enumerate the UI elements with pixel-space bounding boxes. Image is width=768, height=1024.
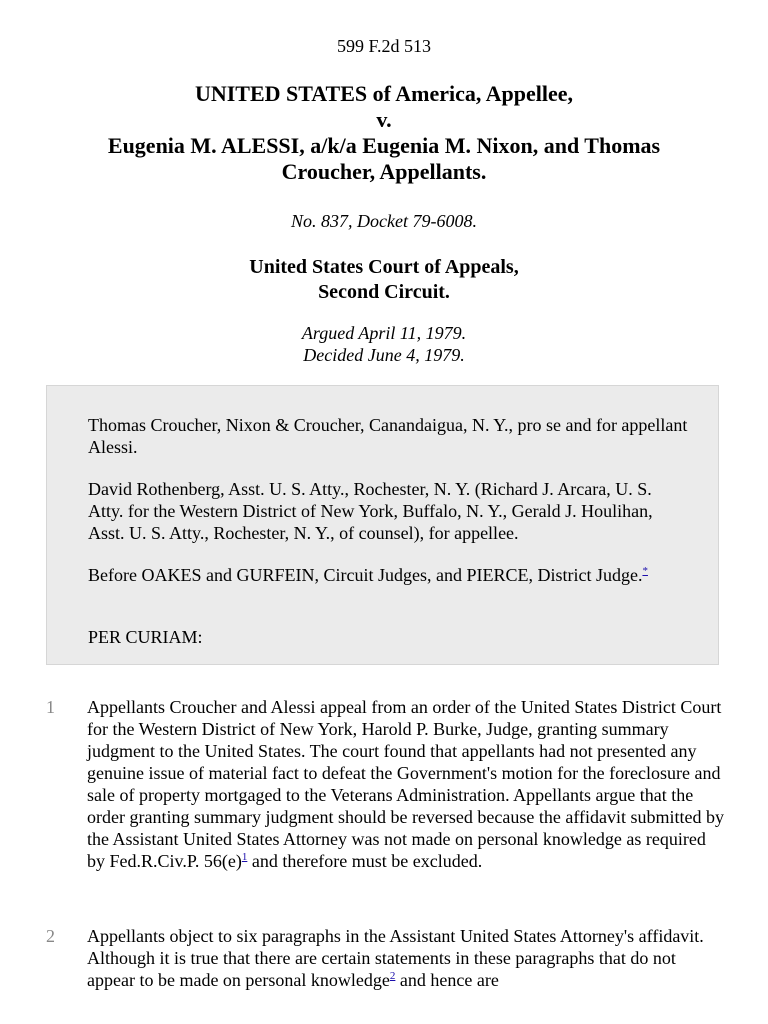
paragraph-body: Appellants Croucher and Alessi appeal from an order of the United States District Court for the Western District of New York, Harold P. Burke, Judge, granting summary judgment to the United States. The court found that appellants had not presented any genuine issue of material fact to defeat the Government's motion for the foreclosure and sale of property mortgaged to the Veterans Administration. Appellants argue that the order granting summary judgment should be reversed because the affidavit submitted by the Assistant United States Attorney was not made on personal knowledge as required by Fed.R.Civ.P. 56(e) — [87, 697, 724, 871]
decided-date: Decided June 4, 1979. — [303, 345, 465, 365]
caption-versus: v. — [376, 107, 392, 132]
paragraph-number: 1 — [46, 697, 55, 717]
caption-appellants-line1: Eugenia M. ALESSI, a/k/a Eugenia M. Nixon, and Thomas — [107, 133, 661, 158]
counsel-appellee: David Rothenberg, Asst. U. S. Atty., Rochester, N. Y. (Richard J. Arcara, U. S. Atty. for the Western District of New York, Buffalo, N. Y., Gerald J. Houlihan, Asst. U. S. Atty., Rochester, N. Y., of counsel), for appellee. — [88, 479, 653, 543]
court-name-line1: United States Court of Appeals, — [249, 256, 519, 278]
footnote-1-link[interactable]: 1 — [241, 851, 248, 863]
case-citation: 599 F.2d 513 — [336, 36, 432, 56]
panel-judges — [88, 564, 688, 586]
case-dates — [0, 322, 768, 366]
docket-number: No. 837, Docket 79-6008. — [291, 211, 477, 231]
paragraph-number: 2 — [46, 926, 55, 946]
counsel-appellants: Thomas Croucher, Nixon & Croucher, Canandaigua, N. Y., pro se and for appellant Alessi. — [88, 415, 688, 457]
court-name — [0, 255, 768, 305]
caption-appellants-line2: Croucher, Appellants. — [281, 159, 487, 184]
counsel-box — [46, 385, 719, 665]
paragraph-body-tail: and therefore must be excluded. — [247, 851, 483, 871]
case-caption — [40, 81, 728, 185]
paragraph-body: Appellants object to six paragraphs in the Assistant United States Attorney's affidavit. Although it is true that there are certain statements in these paragraphs that do not appear to be made on personal knowledge — [87, 926, 704, 990]
per-curiam: PER CURIAM: — [88, 627, 203, 647]
panel-judges-text: Before OAKES and GURFEIN, Circuit Judges, and PIERCE, District Judge. — [88, 565, 643, 585]
argued-date: Argued April 11, 1979. — [301, 323, 467, 343]
paragraph-text — [87, 696, 727, 872]
caption-appellee: UNITED STATES of America, Appellee, — [194, 81, 574, 106]
paragraph-text — [87, 925, 727, 991]
footnote-2-link[interactable]: 2 — [389, 970, 396, 982]
paragraph-body-tail: and hence are — [395, 970, 499, 990]
court-name-line2: Second Circuit. — [318, 281, 450, 303]
footnote-star-link[interactable]: * — [642, 565, 648, 577]
